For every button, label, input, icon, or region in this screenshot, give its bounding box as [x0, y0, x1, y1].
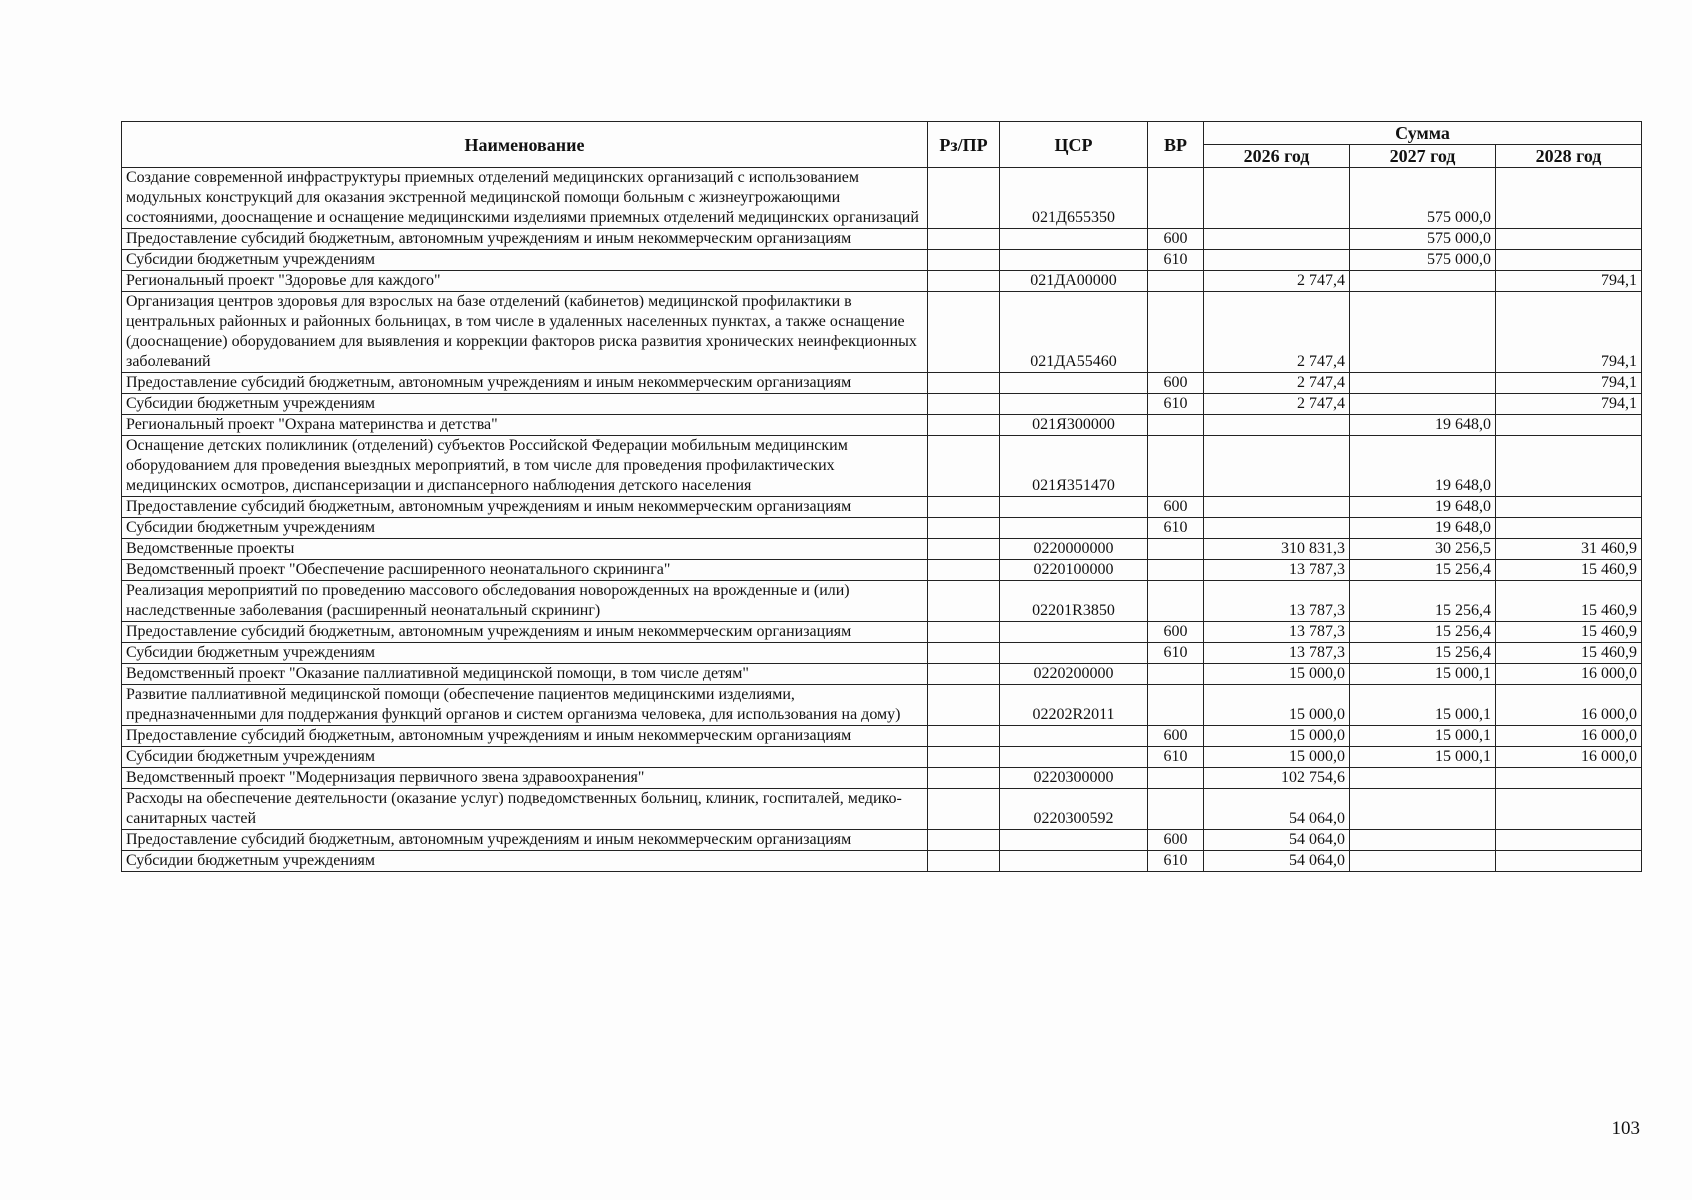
table-row [122, 622, 1642, 643]
table-row [122, 497, 1642, 518]
cell-2027 [1350, 271, 1496, 292]
cell-rz-pr [928, 539, 1000, 560]
cell-name: Ведомственный проект "Оказание паллиативной медицинской помощи, в том числе детям" [122, 664, 928, 685]
cell-name: Создание современной инфраструктуры приемных отделений медицинских организаций с использованием модульных конструкций для оказания экстренной медицинской помощи больным с жизнеугрожающими состояниями, дооснащение и оснащение медицинскими изделиями приемных отделений медицинских организаций [122, 168, 928, 229]
cell-name: Организация центров здоровья для взрослых на базе отделений (кабинетов) медицинской профилактики в центральных районных и районных больницах, в том числе в удаленных населенных пунктах, а также оснащение (дооснащение) оборудованием для выявления и коррекции факторов риска развития хронических неинфекционных заболеваний [122, 292, 928, 373]
cell-name: Субсидии бюджетным учреждениям [122, 643, 928, 664]
table-row [122, 518, 1642, 539]
cell-name: Развитие паллиативной медицинской помощи (обеспечение пациентов медицинскими изделиями, предназначенными для поддержания функций органов и систем организма человека, для использования на дому) [122, 685, 928, 726]
cell-vr [1148, 789, 1204, 830]
cell-vr [1148, 168, 1204, 229]
header-name: Наименование [122, 122, 928, 168]
cell-2028: 16 000,0 [1496, 685, 1642, 726]
cell-2026: 2 747,4 [1204, 271, 1350, 292]
cell-csr: 021Я300000 [1000, 415, 1148, 436]
cell-vr: 600 [1148, 229, 1204, 250]
table-row [122, 664, 1642, 685]
cell-2027 [1350, 292, 1496, 373]
cell-vr: 610 [1148, 250, 1204, 271]
cell-2027: 19 648,0 [1350, 415, 1496, 436]
cell-rz-pr [928, 685, 1000, 726]
cell-vr [1148, 436, 1204, 497]
cell-2028: 15 460,9 [1496, 581, 1642, 622]
cell-csr: 02202R2011 [1000, 685, 1148, 726]
cell-2028 [1496, 415, 1642, 436]
cell-2027: 15 000,1 [1350, 664, 1496, 685]
cell-2028: 15 460,9 [1496, 560, 1642, 581]
cell-2027: 15 000,1 [1350, 726, 1496, 747]
cell-2027: 15 256,4 [1350, 622, 1496, 643]
cell-2027: 15 256,4 [1350, 581, 1496, 622]
cell-rz-pr [928, 168, 1000, 229]
table-row [122, 581, 1642, 622]
table-row [122, 250, 1642, 271]
cell-vr: 600 [1148, 830, 1204, 851]
cell-2026: 2 747,4 [1204, 292, 1350, 373]
cell-name: Ведомственные проекты [122, 539, 928, 560]
cell-name: Субсидии бюджетным учреждениям [122, 394, 928, 415]
cell-2027 [1350, 789, 1496, 830]
cell-2028 [1496, 229, 1642, 250]
cell-2026: 15 000,0 [1204, 747, 1350, 768]
cell-2027: 15 000,1 [1350, 747, 1496, 768]
cell-2027: 19 648,0 [1350, 436, 1496, 497]
cell-name: Расходы на обеспечение деятельности (оказание услуг) подведомственных больниц, клиник, госпиталей, медико-санитарных частей [122, 789, 928, 830]
cell-csr [1000, 394, 1148, 415]
cell-2028: 16 000,0 [1496, 664, 1642, 685]
cell-2026 [1204, 436, 1350, 497]
cell-2028: 15 460,9 [1496, 643, 1642, 664]
cell-vr: 610 [1148, 518, 1204, 539]
table-row [122, 747, 1642, 768]
cell-2028 [1496, 830, 1642, 851]
cell-csr [1000, 250, 1148, 271]
cell-rz-pr [928, 497, 1000, 518]
cell-2028 [1496, 518, 1642, 539]
table-row [122, 292, 1642, 373]
cell-2027: 575 000,0 [1350, 229, 1496, 250]
cell-2028: 16 000,0 [1496, 747, 1642, 768]
cell-2026 [1204, 250, 1350, 271]
cell-name: Субсидии бюджетным учреждениям [122, 851, 928, 872]
cell-2027: 30 256,5 [1350, 539, 1496, 560]
cell-2028: 16 000,0 [1496, 726, 1642, 747]
table-row [122, 436, 1642, 497]
cell-rz-pr [928, 789, 1000, 830]
table-row [122, 685, 1642, 726]
cell-2026: 54 064,0 [1204, 830, 1350, 851]
cell-csr [1000, 229, 1148, 250]
cell-name: Ведомственный проект "Модернизация первичного звена здравоохранения" [122, 768, 928, 789]
cell-2028 [1496, 851, 1642, 872]
table-row [122, 394, 1642, 415]
cell-csr [1000, 518, 1148, 539]
cell-2027 [1350, 373, 1496, 394]
cell-name: Субсидии бюджетным учреждениям [122, 518, 928, 539]
cell-csr [1000, 830, 1148, 851]
cell-name: Субсидии бюджетным учреждениям [122, 250, 928, 271]
cell-rz-pr [928, 436, 1000, 497]
cell-rz-pr [928, 664, 1000, 685]
cell-2027 [1350, 768, 1496, 789]
cell-rz-pr [928, 229, 1000, 250]
cell-vr [1148, 664, 1204, 685]
header-rz: Рз/ПР [928, 122, 1000, 168]
header-2026: 2026 год [1204, 145, 1350, 168]
cell-2027: 19 648,0 [1350, 497, 1496, 518]
cell-name: Предоставление субсидий бюджетным, автономным учреждениям и иным некоммерческим организациям [122, 622, 928, 643]
cell-name: Предоставление субсидий бюджетным, автономным учреждениям и иным некоммерческим организациям [122, 229, 928, 250]
cell-csr: 0220300000 [1000, 768, 1148, 789]
cell-2027: 19 648,0 [1350, 518, 1496, 539]
header-csr: ЦСР [1000, 122, 1148, 168]
cell-name: Предоставление субсидий бюджетным, автономным учреждениям и иным некоммерческим организациям [122, 726, 928, 747]
cell-rz-pr [928, 415, 1000, 436]
table-row [122, 830, 1642, 851]
cell-vr: 610 [1148, 851, 1204, 872]
cell-csr: 021Д655350 [1000, 168, 1148, 229]
cell-2026 [1204, 168, 1350, 229]
cell-2026 [1204, 229, 1350, 250]
table-row [122, 726, 1642, 747]
cell-2028 [1496, 789, 1642, 830]
cell-2028 [1496, 497, 1642, 518]
table-row [122, 539, 1642, 560]
cell-2028: 31 460,9 [1496, 539, 1642, 560]
table-row [122, 229, 1642, 250]
header-2028: 2028 год [1496, 145, 1642, 168]
cell-rz-pr [928, 250, 1000, 271]
table-row [122, 768, 1642, 789]
cell-name: Региональный проект "Здоровье для каждого" [122, 271, 928, 292]
cell-name: Субсидии бюджетным учреждениям [122, 747, 928, 768]
cell-csr: 0220300592 [1000, 789, 1148, 830]
cell-vr [1148, 415, 1204, 436]
page-number: 103 [1611, 1118, 1640, 1139]
cell-rz-pr [928, 622, 1000, 643]
cell-rz-pr [928, 394, 1000, 415]
cell-vr [1148, 768, 1204, 789]
table-row [122, 789, 1642, 830]
cell-2026: 54 064,0 [1204, 789, 1350, 830]
cell-vr: 600 [1148, 373, 1204, 394]
cell-vr: 600 [1148, 622, 1204, 643]
cell-2028 [1496, 768, 1642, 789]
cell-rz-pr [928, 518, 1000, 539]
table-row [122, 373, 1642, 394]
cell-vr: 610 [1148, 747, 1204, 768]
cell-csr [1000, 726, 1148, 747]
cell-2028 [1496, 436, 1642, 497]
cell-2026: 13 787,3 [1204, 560, 1350, 581]
cell-csr [1000, 373, 1148, 394]
cell-2026 [1204, 518, 1350, 539]
table-row [122, 415, 1642, 436]
cell-2028: 794,1 [1496, 394, 1642, 415]
cell-2027: 15 000,1 [1350, 685, 1496, 726]
table-header [122, 122, 1642, 168]
cell-2026: 15 000,0 [1204, 726, 1350, 747]
cell-name: Оснащение детских поликлиник (отделений) субъектов Российской Федерации мобильным медицинским оборудованием для проведения выездных мероприятий, в том числе для проведения профилактических медицинских осмотров, диспансеризации и диспансерного наблюдения детского населения [122, 436, 928, 497]
cell-name: Предоставление субсидий бюджетным, автономным учреждениям и иным некоммерческим организациям [122, 373, 928, 394]
budget-table [121, 121, 1642, 872]
cell-csr [1000, 747, 1148, 768]
cell-2026: 2 747,4 [1204, 373, 1350, 394]
cell-csr [1000, 643, 1148, 664]
cell-2026: 310 831,3 [1204, 539, 1350, 560]
cell-2027: 15 256,4 [1350, 560, 1496, 581]
cell-2027 [1350, 851, 1496, 872]
cell-2027: 575 000,0 [1350, 250, 1496, 271]
cell-vr: 610 [1148, 643, 1204, 664]
cell-rz-pr [928, 373, 1000, 394]
cell-rz-pr [928, 747, 1000, 768]
cell-2028: 794,1 [1496, 373, 1642, 394]
cell-vr [1148, 685, 1204, 726]
cell-vr: 610 [1148, 394, 1204, 415]
cell-2027: 575 000,0 [1350, 168, 1496, 229]
cell-vr [1148, 560, 1204, 581]
cell-vr [1148, 292, 1204, 373]
cell-2026: 15 000,0 [1204, 685, 1350, 726]
cell-rz-pr [928, 643, 1000, 664]
header-vr: ВР [1148, 122, 1204, 168]
cell-vr [1148, 539, 1204, 560]
cell-csr: 0220100000 [1000, 560, 1148, 581]
cell-name: Предоставление субсидий бюджетным, автономным учреждениям и иным некоммерческим организациям [122, 497, 928, 518]
cell-rz-pr [928, 560, 1000, 581]
cell-2026: 15 000,0 [1204, 664, 1350, 685]
cell-csr [1000, 622, 1148, 643]
cell-rz-pr [928, 726, 1000, 747]
cell-csr [1000, 497, 1148, 518]
cell-csr: 021ДА55460 [1000, 292, 1148, 373]
cell-rz-pr [928, 292, 1000, 373]
cell-vr [1148, 581, 1204, 622]
cell-2028: 794,1 [1496, 292, 1642, 373]
cell-csr: 0220000000 [1000, 539, 1148, 560]
cell-2026: 13 787,3 [1204, 643, 1350, 664]
table-row [122, 168, 1642, 229]
cell-rz-pr [928, 851, 1000, 872]
cell-2027: 15 256,4 [1350, 643, 1496, 664]
cell-rz-pr [928, 581, 1000, 622]
table-row [122, 643, 1642, 664]
cell-csr [1000, 851, 1148, 872]
cell-2026: 2 747,4 [1204, 394, 1350, 415]
cell-csr: 02201R3850 [1000, 581, 1148, 622]
cell-csr: 021Я351470 [1000, 436, 1148, 497]
cell-2026: 54 064,0 [1204, 851, 1350, 872]
cell-vr [1148, 271, 1204, 292]
cell-2026 [1204, 415, 1350, 436]
cell-rz-pr [928, 830, 1000, 851]
cell-2028 [1496, 168, 1642, 229]
table-row [122, 271, 1642, 292]
cell-2026: 102 754,6 [1204, 768, 1350, 789]
cell-2028: 15 460,9 [1496, 622, 1642, 643]
table-row [122, 560, 1642, 581]
cell-2028: 794,1 [1496, 271, 1642, 292]
header-2027: 2027 год [1350, 145, 1496, 168]
cell-rz-pr [928, 271, 1000, 292]
cell-vr: 600 [1148, 497, 1204, 518]
cell-2027 [1350, 830, 1496, 851]
cell-name: Региональный проект "Охрана материнства и детства" [122, 415, 928, 436]
table-body [122, 168, 1642, 872]
header-sum: Сумма [1204, 122, 1642, 145]
cell-name: Предоставление субсидий бюджетным, автономным учреждениям и иным некоммерческим организациям [122, 830, 928, 851]
cell-2028 [1496, 250, 1642, 271]
cell-2026: 13 787,3 [1204, 581, 1350, 622]
cell-csr: 0220200000 [1000, 664, 1148, 685]
cell-2026 [1204, 497, 1350, 518]
table-row [122, 851, 1642, 872]
cell-name: Реализация мероприятий по проведению массового обследования новорожденных на врожденные и (или) наследственные заболевания (расширенный неонатальный скрининг) [122, 581, 928, 622]
cell-vr: 600 [1148, 726, 1204, 747]
cell-2026: 13 787,3 [1204, 622, 1350, 643]
cell-2027 [1350, 394, 1496, 415]
cell-rz-pr [928, 768, 1000, 789]
cell-csr: 021ДА00000 [1000, 271, 1148, 292]
cell-name: Ведомственный проект "Обеспечение расширенного неонатального скрининга" [122, 560, 928, 581]
